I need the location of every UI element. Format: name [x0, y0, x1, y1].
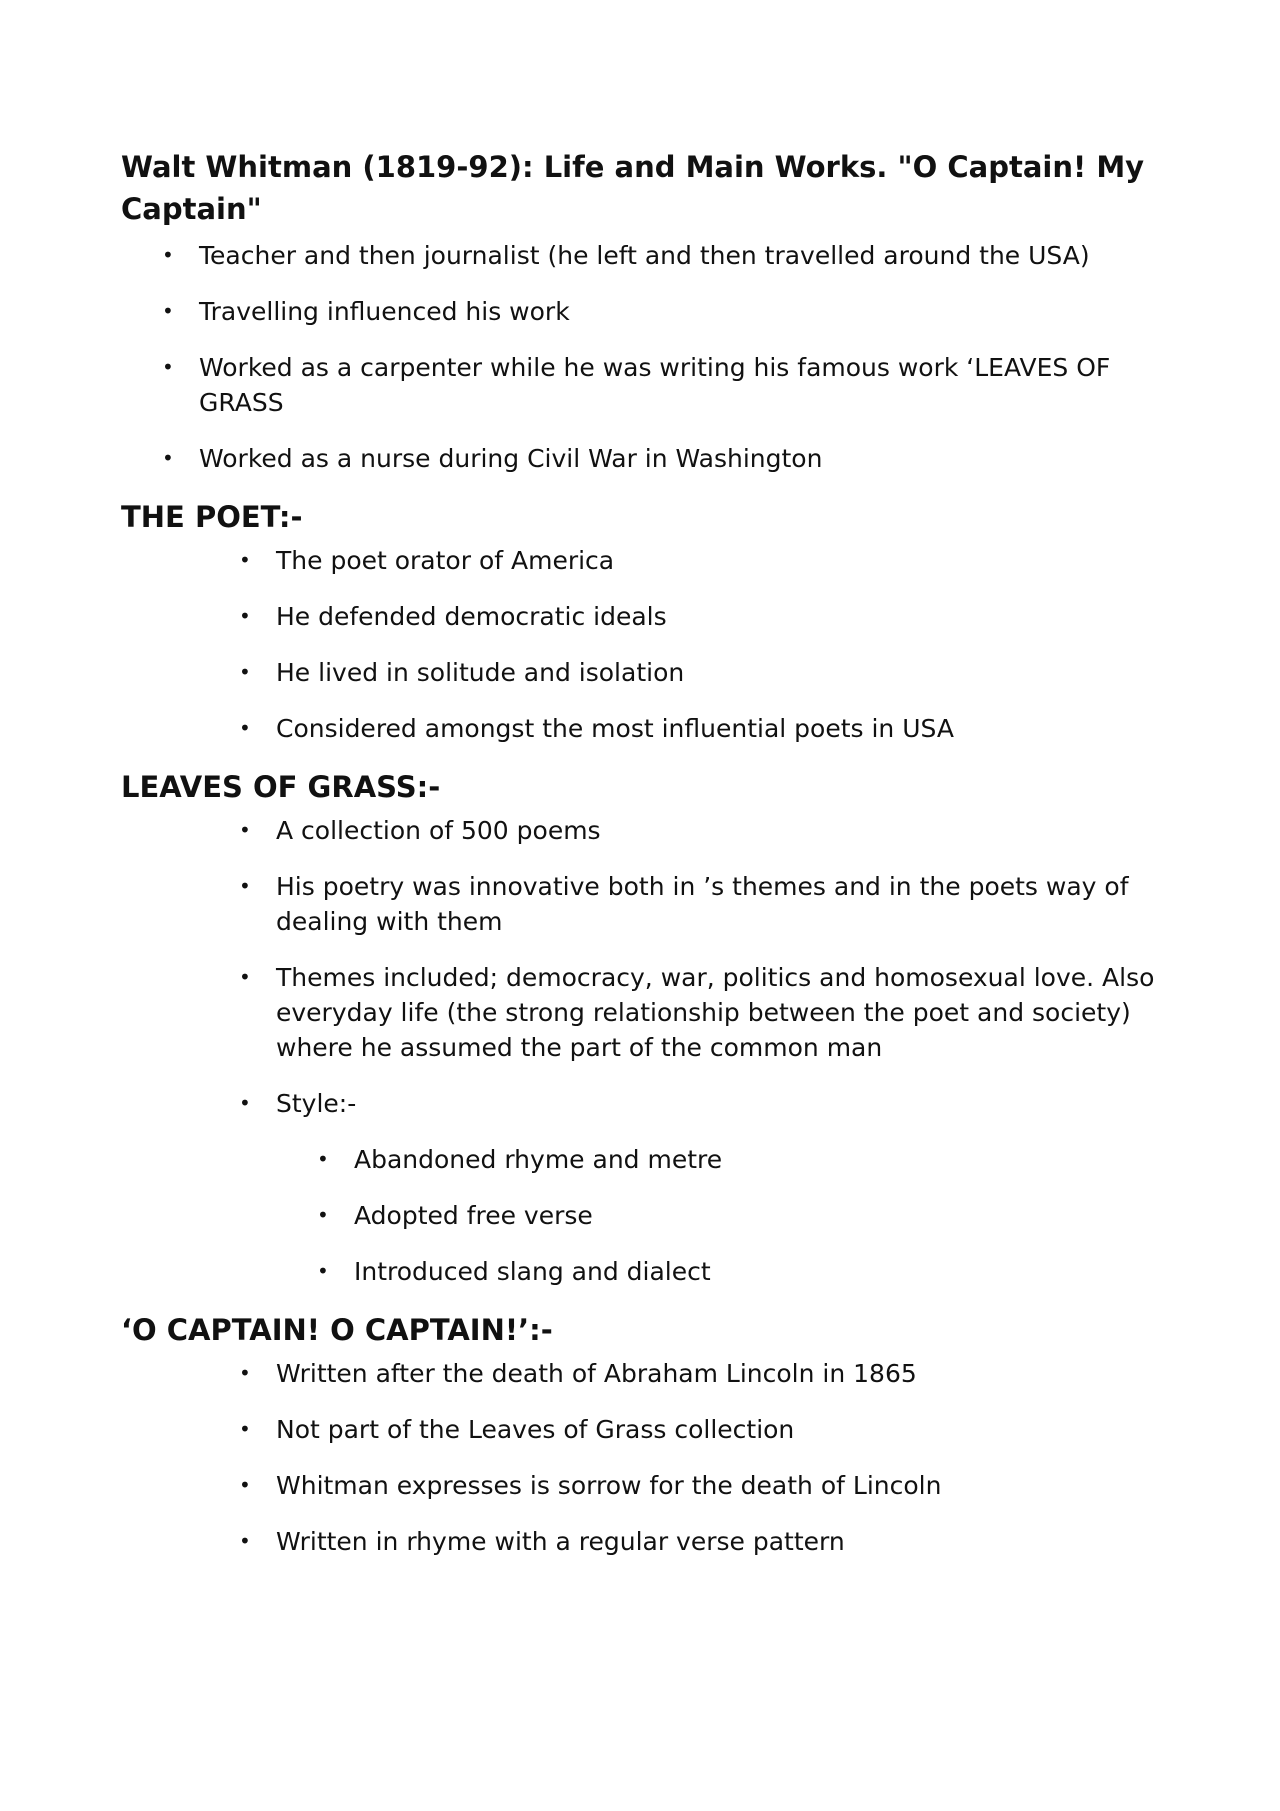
bullet-icon: •	[162, 355, 174, 379]
list-item	[239, 543, 1160, 578]
list-item-text: A collection of 500 poems	[276, 816, 601, 845]
bullet-icon: •	[239, 716, 251, 740]
list-item	[162, 350, 1160, 420]
bullet-icon: •	[317, 1259, 329, 1283]
list-item	[239, 1086, 1160, 1121]
list-item-text: Themes included; democracy, war, politics and homosexual love. Also everyday life (the strong relationship between the poet and society) where he assumed the part of the common man	[276, 963, 1155, 1062]
list-item	[317, 1198, 1160, 1233]
list-item-text: Worked as a carpenter while he was writing his famous work ‘LEAVES OF GRASS	[199, 353, 1111, 417]
captain-list	[239, 1356, 1160, 1559]
poet-list	[239, 543, 1160, 746]
list-item-text: He lived in solitude and isolation	[276, 658, 685, 687]
list-item	[239, 813, 1160, 848]
bullet-icon: •	[239, 660, 251, 684]
section-heading-leaves: LEAVES OF GRASS:-	[121, 770, 441, 804]
list-item-text: Considered amongst the most influential poets in USA	[276, 714, 954, 743]
list-item	[239, 655, 1160, 690]
list-item	[239, 1356, 1160, 1391]
bullet-icon: •	[239, 1473, 251, 1497]
list-item-text: His poetry was innovative both in ’s themes and in the poets way of dealing with them	[276, 872, 1129, 936]
bullet-icon: •	[239, 1361, 251, 1385]
list-item-text: He defended democratic ideals	[276, 602, 667, 631]
list-item	[317, 1142, 1160, 1177]
bullet-icon: •	[162, 243, 174, 267]
list-item	[239, 1468, 1160, 1503]
bullet-icon: •	[239, 1091, 251, 1115]
list-item	[162, 238, 1160, 273]
list-item-text: Travelling influenced his work	[199, 297, 570, 326]
bullet-icon: •	[317, 1203, 329, 1227]
list-item-text: Whitman expresses is sorrow for the death of Lincoln	[276, 1471, 942, 1500]
list-item-text: Written after the death of Abraham Lincoln in 1865	[276, 1359, 917, 1388]
document-title: Walt Whitman (1819-92): Life and Main Works. "O Captain! My Captain"	[121, 150, 1145, 226]
section-heading-captain: ‘O CAPTAIN! O CAPTAIN!’:-	[121, 1313, 553, 1347]
section-heading-poet: THE POET:-	[121, 500, 303, 534]
list-item	[239, 960, 1160, 1065]
list-item	[239, 599, 1160, 634]
bullet-icon: •	[239, 965, 251, 989]
bullet-icon: •	[162, 446, 174, 470]
list-item	[239, 1412, 1160, 1447]
life-list	[162, 238, 1160, 476]
bullet-icon: •	[239, 874, 251, 898]
list-item-text: Abandoned rhyme and metre	[354, 1145, 723, 1174]
list-item-text: Worked as a nurse during Civil War in Washington	[199, 444, 823, 473]
list-item-text: Introduced slang and dialect	[354, 1257, 711, 1286]
list-item	[162, 441, 1160, 476]
list-item-text: Written in rhyme with a regular verse pattern	[276, 1527, 845, 1556]
list-item-text: Adopted free verse	[354, 1201, 593, 1230]
list-item	[239, 1524, 1160, 1559]
list-item-text: Teacher and then journalist (he left and then travelled around the USA)	[199, 241, 1090, 270]
bullet-icon: •	[239, 604, 251, 628]
style-sublist	[317, 1142, 1160, 1289]
list-item	[239, 711, 1160, 746]
list-item	[239, 869, 1160, 939]
bullet-icon: •	[239, 548, 251, 572]
list-item	[317, 1254, 1160, 1289]
bullet-icon: •	[239, 1529, 251, 1553]
bullet-icon: •	[162, 299, 174, 323]
leaves-list	[239, 813, 1160, 1121]
list-item-text: Not part of the Leaves of Grass collection	[276, 1415, 795, 1444]
list-item	[162, 294, 1160, 329]
bullet-icon: •	[239, 818, 251, 842]
bullet-icon: •	[239, 1417, 251, 1441]
list-item-text: Style:-	[276, 1089, 357, 1118]
bullet-icon: •	[317, 1147, 329, 1171]
list-item-text: The poet orator of America	[276, 546, 615, 575]
